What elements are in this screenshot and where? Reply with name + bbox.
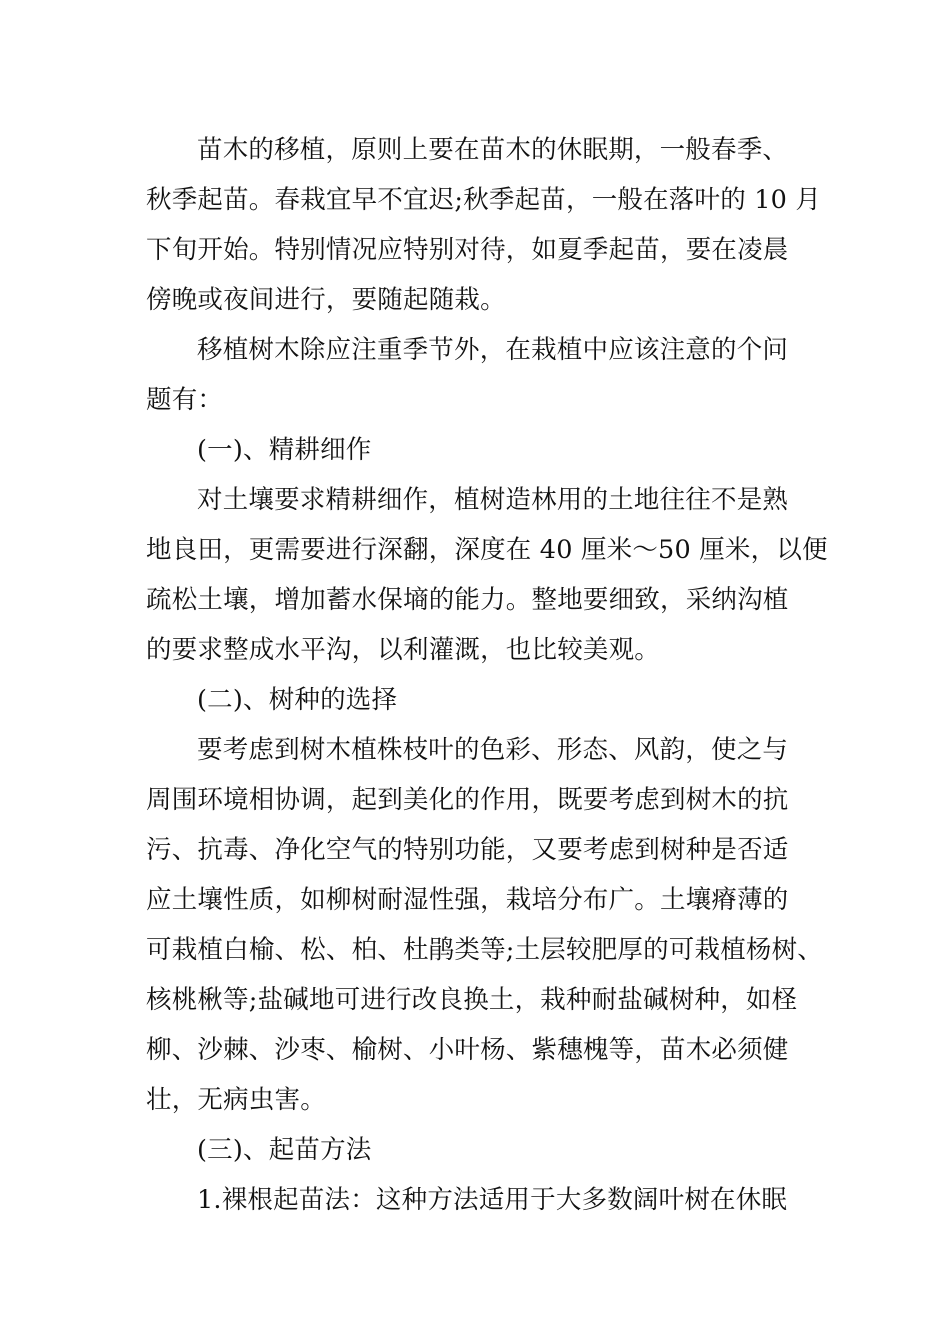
paragraph-4-line-4: 应土壤性质，如柳树耐湿性强，栽培分布广。土壤瘠薄的	[146, 885, 789, 915]
paragraph-4-line-7: 柳、沙棘、沙枣、榆树、小叶杨、紫穗槐等，苗木必须健	[146, 1035, 789, 1065]
paragraph-5-line-1: 1.裸根起苗法：这种方法适用于大多数阔叶树在休眠	[197, 1185, 788, 1215]
section-heading-2: (二)、树种的选择	[197, 685, 398, 715]
paragraph-1-line-1: 苗木的移植，原则上要在苗木的休眠期，一般春季、	[197, 135, 789, 165]
section-heading-3: (三)、起苗方法	[197, 1135, 372, 1165]
paragraph-4-line-5: 可栽植白榆、松、柏、杜鹃类等;土层较肥厚的可栽植杨树、	[146, 935, 823, 965]
paragraph-4-line-1: 要考虑到树木植株枝叶的色彩、形态、风韵，使之与	[197, 735, 789, 765]
paragraph-1-line-2: 秋季起苗。春栽宜早不宜迟;秋季起苗，一般在落叶的 10 月	[146, 185, 822, 215]
paragraph-3-line-2: 地良田，更需要进行深翻，深度在 40 厘米～50 厘米，以便	[146, 535, 828, 565]
paragraph-3-line-3: 疏松土壤，增加蓄水保墒的能力。整地要细致，采纳沟植	[146, 585, 789, 615]
paragraph-3-line-4: 的要求整成水平沟，以利灌溉，也比较美观。	[146, 635, 661, 665]
paragraph-4-line-2: 周围环境相协调，起到美化的作用，既要考虑到树木的抗	[146, 785, 789, 815]
section-heading-1: (一)、精耕细作	[197, 435, 372, 465]
paragraph-1-line-3: 下旬开始。特别情况应特别对待，如夏季起苗，要在凌晨	[146, 235, 789, 265]
paragraph-4-line-8: 壮，无病虫害。	[146, 1085, 326, 1115]
paragraph-2-line-1: 移植树木除应注重季节外，在栽植中应该注意的个问	[197, 335, 789, 365]
paragraph-1-line-4: 傍晚或夜间进行，要随起随栽。	[146, 285, 506, 315]
paragraph-4-line-3: 污、抗毒、净化空气的特别功能，又要考虑到树种是否适	[146, 835, 789, 865]
paragraph-2-line-2: 题有：	[146, 385, 224, 415]
paragraph-3-line-1: 对土壤要求精耕细作，植树造林用的土地往往不是熟	[197, 485, 789, 515]
paragraph-4-line-6: 核桃楸等;盐碱地可进行改良换土，栽种耐盐碱树种，如柽	[146, 985, 798, 1015]
